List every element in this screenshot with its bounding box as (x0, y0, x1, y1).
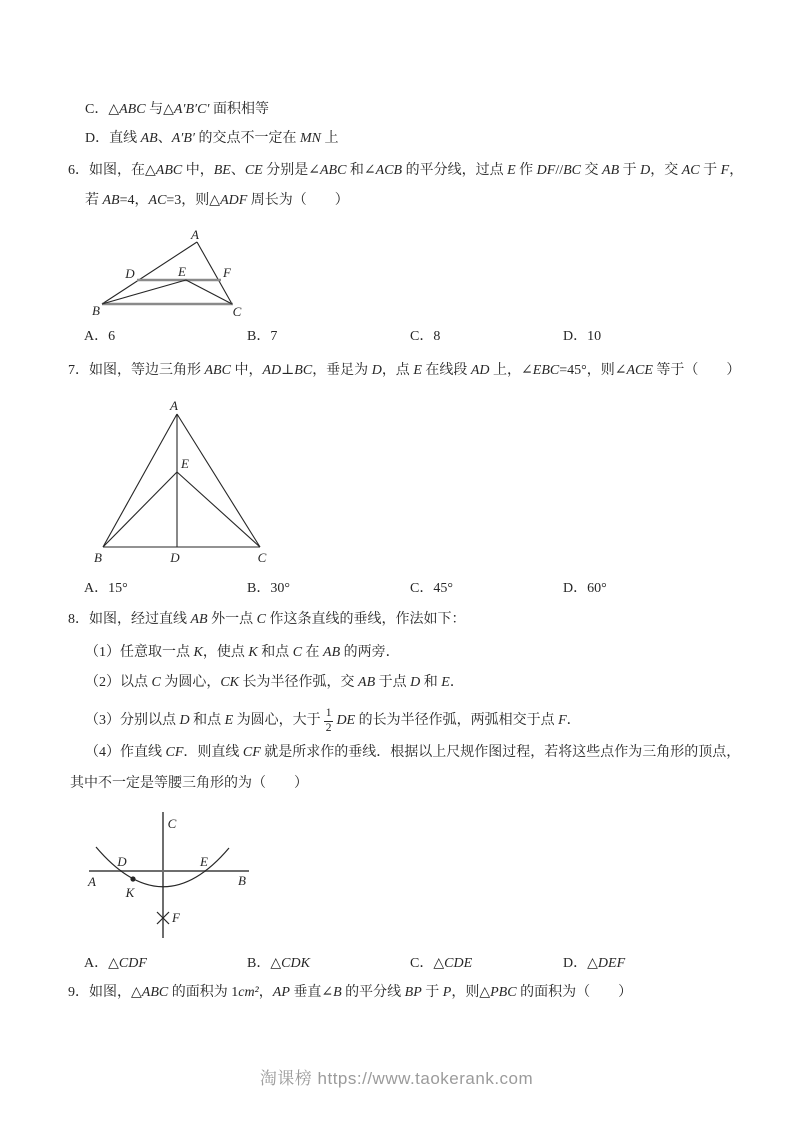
option-line-c (85, 101, 269, 119)
question-7-line-1: 7．如图，等边三角形 ABC 中，AD⊥BC，垂足为 D，点 E 在线段 AD 上，∠EBC=45°，则∠ACE 等于（ ） (68, 363, 741, 378)
option-label: D． (563, 581, 588, 596)
figure-q6-triangle (80, 226, 250, 318)
question-6-line-2: 若 AB=4，AC=3，则△ADF 周长为（ ） (85, 193, 349, 208)
option-text: 30° (270, 581, 290, 596)
option-label: C． (410, 956, 434, 971)
fig7-label-b: B (94, 550, 102, 565)
q7-option-b (247, 580, 290, 598)
option-label: A． (84, 581, 109, 596)
fig8-label-d: D (117, 854, 127, 869)
option-text: △CDK (270, 956, 310, 971)
fraction-denominator: 2 (325, 721, 332, 734)
option-text: 7 (270, 329, 278, 344)
question-9-line-1: 9．如图，△ABC 的面积为 1cm²，AP 垂直∠B 的平分线 BP 于 P，则△PBC 的面积为（ ） (68, 985, 633, 1000)
option-label: A． (84, 956, 109, 971)
option-text: 10 (587, 329, 602, 344)
question-8-step-4-cont: 其中不一定是等腰三角形的为（ ） (70, 776, 308, 791)
fig6-bisector-be (102, 280, 186, 304)
option-label: C． (85, 102, 109, 117)
q6-option-b (247, 328, 277, 346)
q6-option-d (563, 328, 601, 346)
fig6-label-c: C (232, 304, 242, 318)
question-8-line-1: 8．如图，经过直线 AB 外一点 C 作这条直线的垂线，作法如下： (68, 612, 466, 627)
fig7-segment-be (103, 472, 177, 547)
option-text: △CDE (433, 956, 473, 971)
fig8-label-a: A (88, 874, 96, 889)
question-8-step-4: （4）作直线 CF．则直线 CF 就是所求作的垂线．根据以上尺规作图过程，若将这些点作为三角形的顶点， (85, 745, 741, 760)
fig8-label-e: E (200, 854, 208, 869)
footer-watermark: 淘课榜 https://www.taokerank.com (259, 1069, 534, 1088)
fig8-label-b: B (238, 873, 246, 888)
option-text: 8 (433, 329, 441, 344)
option-label: D． (563, 956, 588, 971)
question-8-step-3 (85, 703, 581, 739)
fig6-label-d: D (125, 266, 135, 281)
option-label: D． (85, 131, 110, 146)
option-text: △CDF (108, 956, 147, 971)
q8-options-row (0, 955, 793, 973)
option-text: △ABC 与△A′B′C′ 面积相等 (108, 102, 269, 117)
fig8-point-k-dot (130, 876, 135, 881)
option-text: 60° (587, 581, 607, 596)
option-text: 6 (108, 329, 116, 344)
figure-q7-equilateral-triangle (85, 398, 280, 570)
fig7-segment-ce (177, 472, 260, 547)
fig7-label-a: A (170, 398, 178, 413)
step3-text-after-fraction: DE 的长为半径作弧，两弧相交于点 F． (336, 713, 581, 728)
question-8-step-2: （2）以点 C 为圆心，CK 长为半径作弧，交 AB 于点 D 和 E． (85, 675, 464, 690)
option-label: B． (247, 956, 271, 971)
option-label: A． (84, 329, 109, 344)
question-8-step-1: （1）任意取一点 K，使点 K 和点 C 在 AB 的两旁． (85, 645, 400, 660)
fig6-label-b: B (92, 303, 100, 318)
option-text: 15° (108, 581, 128, 596)
q6-option-c (410, 328, 440, 346)
fraction-one-half (324, 707, 334, 734)
q8-option-d (563, 955, 625, 973)
option-label: C． (410, 581, 434, 596)
fig7-label-c: C (257, 550, 267, 565)
q8-option-c (410, 955, 472, 973)
question-6-line-1: 6．如图，在△ABC 中，BE、CE 分别是∠ABC 和∠ACB 的平分线，过点 E 作 DF//BC 交 AB 于 D，交 AC 于 F， (68, 163, 744, 178)
q7-option-d (563, 580, 607, 598)
q8-option-b (247, 955, 310, 973)
option-label: C． (410, 329, 434, 344)
fig6-label-f: F (223, 265, 231, 280)
option-text: 45° (433, 581, 453, 596)
fig7-label-d: D (170, 550, 180, 565)
option-label: B． (247, 329, 271, 344)
option-line-d (85, 130, 338, 148)
option-label: B． (247, 581, 271, 596)
fig6-label-a: A (191, 227, 199, 242)
q7-options-row (0, 580, 793, 598)
figure-q8-construction (82, 806, 262, 946)
option-label: D． (563, 329, 588, 344)
fig8-label-c: C (167, 816, 177, 831)
fig6-label-e: E (178, 264, 186, 279)
q7-option-a (84, 580, 128, 598)
fraction-numerator: 1 (324, 707, 334, 721)
fig7-side-ab (103, 414, 177, 547)
option-text: 直线 AB、A′B′ 的交点不一定在 MN 上 (109, 131, 339, 146)
q8-option-a (84, 955, 147, 973)
q7-option-c (410, 580, 453, 598)
fig8-label-f: F (172, 910, 180, 925)
q6-options-row (0, 328, 793, 346)
fig7-side-ac (177, 414, 260, 547)
step3-text-before-fraction: （3）分别以点 D 和点 E 为圆心，大于 (85, 713, 321, 728)
option-text: △DEF (587, 956, 626, 971)
fig8-label-k: K (125, 885, 135, 900)
q6-option-a (84, 328, 115, 346)
fig7-label-e: E (181, 456, 189, 471)
